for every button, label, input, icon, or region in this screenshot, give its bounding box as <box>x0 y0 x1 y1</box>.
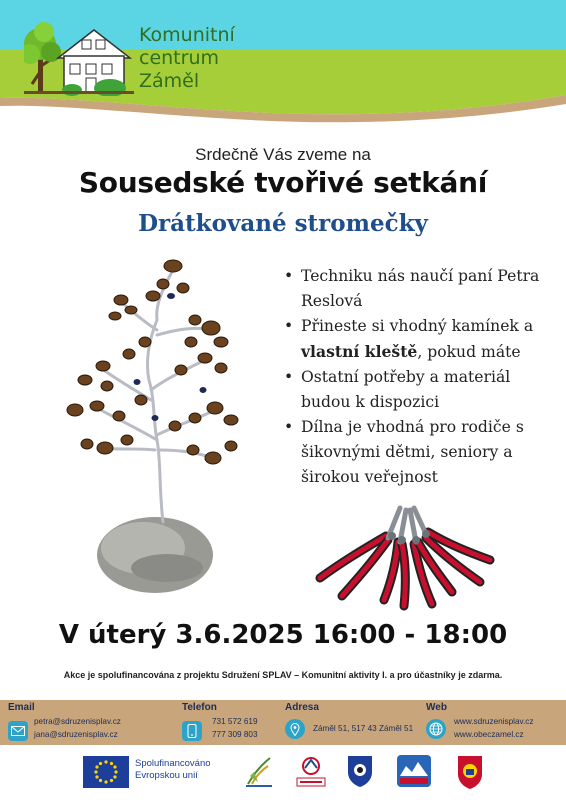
logo-text <box>139 24 235 93</box>
contact-band <box>0 700 566 745</box>
contact-email <box>8 702 121 739</box>
municipal-crest-icon <box>346 754 374 788</box>
header <box>0 0 566 160</box>
event-subtitle: Drátkované stromečky <box>138 210 428 237</box>
contact-address <box>285 702 414 733</box>
globe-icon <box>426 719 446 739</box>
funding-note: Akce je spolufinancována z projektu Sdružení SPLAV – Komunitní aktivity I. a pro účastníky je zdarma. <box>63 670 503 680</box>
bullet-audience <box>284 415 556 490</box>
contact-phone <box>182 702 258 739</box>
phone-1[interactable]: 731 572 619 <box>212 717 258 726</box>
web-1[interactable]: www.sdruzenisplav.cz <box>454 717 534 726</box>
phone-lines <box>212 715 258 741</box>
eu-flag-icon <box>83 756 129 788</box>
info-bullet-list <box>284 264 556 490</box>
bullet-bring-text-bold: vlastní kleště <box>301 342 418 361</box>
logo-line-1: Komunitní <box>139 24 235 46</box>
wire-tree-photo <box>45 250 245 600</box>
microregion-logo <box>396 754 432 788</box>
zamel-coat-of-arms-icon <box>456 754 484 790</box>
bullet-materials <box>284 365 556 415</box>
eu-line-2: Evropskou unií <box>135 770 198 781</box>
invitation-text: Srdečně Vás zveme na <box>195 145 371 164</box>
phone-title: Telefon <box>182 702 217 713</box>
email-title: Email <box>8 702 35 713</box>
bullet-teacher <box>284 264 556 314</box>
pliers-photo <box>312 500 498 612</box>
bullet-bring-text-c: , pokud máte <box>417 343 521 361</box>
logo-line-3: Záměl <box>139 70 200 92</box>
bullet-teacher-text: Techniku nás naučí paní Petra Reslová <box>301 267 540 310</box>
address-title: Adresa <box>285 702 319 713</box>
email-2[interactable]: jana@sdruzenisplav.cz <box>34 730 118 739</box>
bullet-bring <box>284 314 556 365</box>
event-title: Sousedské tvořivé setkání <box>78 166 488 199</box>
web-lines <box>454 715 533 741</box>
contact-web <box>426 702 534 739</box>
sponsor-logos <box>0 748 566 800</box>
phone-icon <box>182 721 202 741</box>
event-date-time: V úterý 3.6.2025 16:00 - 18:00 <box>58 620 508 650</box>
eu-line-1: Spolufinancováno <box>135 758 211 769</box>
logo-line-2: centrum <box>139 47 219 69</box>
mail-icon <box>8 721 28 741</box>
email-1[interactable]: petra@sdruzenisplav.cz <box>34 717 121 726</box>
eu-cofinanced-label <box>135 758 211 782</box>
bullet-materials-text: Ostatní potřeby a materiál budou k dispozici <box>301 368 511 411</box>
location-pin-icon <box>285 719 305 739</box>
community-center-logo <box>24 14 134 96</box>
phone-2[interactable]: 777 309 803 <box>212 730 258 739</box>
bullet-audience-text: Dílna je vhodná pro rodiče s šikovnými dětmi, seniory a širokou veřejnost <box>301 418 524 486</box>
bullet-bring-text-a: Přineste si vhodný kamínek a <box>301 317 534 335</box>
splav-logo <box>244 754 274 790</box>
web-2[interactable]: www.obeczamel.cz <box>454 730 524 739</box>
email-lines <box>34 715 121 741</box>
address-line: Záměl 51, 517 43 Záměl 51 <box>313 724 414 733</box>
jednota-logo <box>294 754 328 790</box>
web-title: Web <box>426 702 447 713</box>
